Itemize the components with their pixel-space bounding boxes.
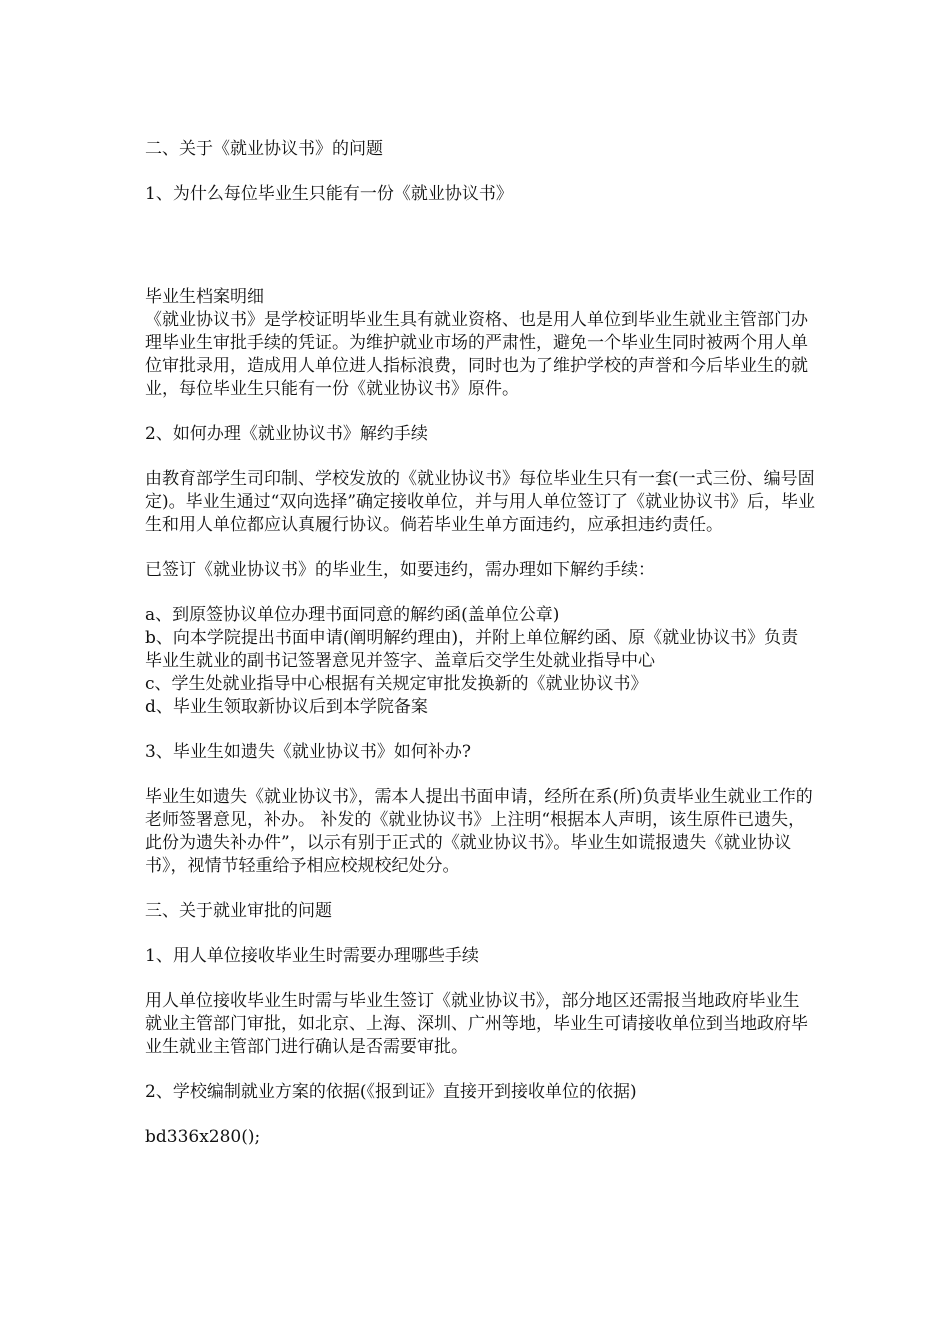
- question-2-steps: [145, 604, 815, 719]
- section-2-heading: 二、关于《就业协议书》的问题: [145, 139, 383, 159]
- question-1-heading: 1、为什么每位毕业生只能有一份《就业协议书》: [145, 184, 513, 204]
- step-item: d、毕业生领取新协议后到本学院备案: [145, 697, 428, 717]
- footer-code: bd336x280();: [145, 1127, 261, 1147]
- step-item: c、学生处就业指导中心根据有关规定审批发换新的《就业协议书》: [145, 674, 648, 694]
- question-1-subtitle: 毕业生档案明细: [145, 287, 264, 307]
- question-2-intro: 已签订《就业协议书》的毕业生，如要违约，需办理如下解约手续：: [145, 560, 655, 580]
- document-body: [145, 138, 815, 1149]
- question-3-heading: 3、毕业生如遗失《就业协议书》如何补办?: [145, 742, 471, 762]
- question-2-body: 由教育部学生司印制、学校发放的《就业协议书》每位毕业生只有一套(一式三份、编号固定)。毕业生通过“双向选择”确定接收单位，并与用人单位签订了《就业协议书》后，毕业生和用人单位都应认真履行协议。倘若毕业生单方面违约，应承担违约责任。: [145, 469, 816, 535]
- question-1-body: 《就业协议书》是学校证明毕业生具有就业资格、也是用人单位到毕业生就业主管部门办理毕业生审批手续的凭证。为维护就业市场的严肃性，避免一个毕业生同时被两个用人单位审批录用，造成用人单位进人指标浪费，同时也为了维护学校的声誉和今后毕业生的就业，每位毕业生只能有一份《就业协议书》原件。: [145, 310, 808, 399]
- step-item: b、向本学院提出书面申请(阐明解约理由)，并附上单位解约函、原《就业协议书》负责毕业生就业的副书记签署意见并签字、盖章后交学生处就业指导中心: [145, 628, 799, 671]
- step-item: a、到原签协议单位办理书面同意的解约函(盖单位公章): [145, 605, 560, 625]
- section-3-question-2-heading: 2、学校编制就业方案的依据(《报到证》直接开到接收单位的依据): [145, 1082, 637, 1102]
- question-2-heading: 2、如何办理《就业协议书》解约手续: [145, 424, 428, 444]
- section-3-heading: 三、关于就业审批的问题: [145, 901, 332, 921]
- section-3-question-1-heading: 1、用人单位接收毕业生时需要办理哪些手续: [145, 946, 479, 966]
- section-3-question-1-body: 用人单位接收毕业生时需与毕业生签订《就业协议书》，部分地区还需报当地政府毕业生就业主管部门审批，如北京、上海、深圳、广州等地，毕业生可请接收单位到当地政府毕业生就业主管部门进行确认是否需要审批。: [145, 991, 808, 1057]
- question-3-body: 毕业生如遗失《就业协议书》，需本人提出书面申请，经所在系(所)负责毕业生就业工作的老师签署意见，补办。 补发的《就业协议书》上注明“根据本人声明，该生原件已遗失，此份为遗失补办件”，以示有别于正式的《就业协议书》。毕业生如谎报遗失《就业协议书》，视情节轻重给予相应校规校纪处分。: [145, 787, 813, 876]
